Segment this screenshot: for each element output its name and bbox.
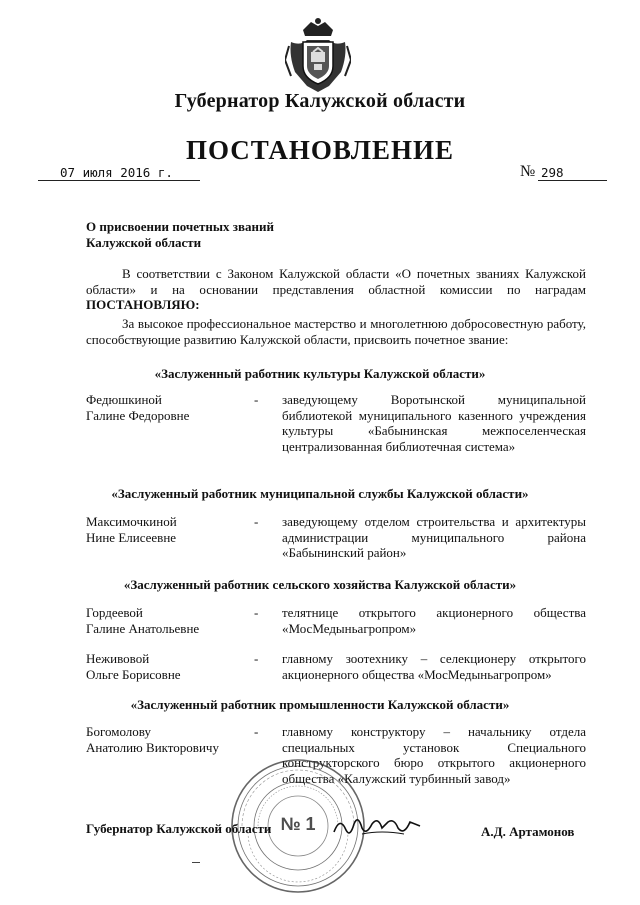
recipient-dash: -	[254, 514, 259, 529]
recipient-position: заведующему Воротынской муниципальной библиотекой муниципального казенного учреждения культуры «Бабынинская межпоселенческая централизованная библиотечная система»	[282, 392, 586, 454]
recipient-dash: -	[254, 724, 259, 739]
recipient-surname: Гордеевой	[86, 605, 143, 620]
recipient-surname: Богомолову	[86, 724, 151, 739]
recipient-given-name: Галине Федоровне	[86, 407, 190, 423]
recipient-given-name: Анатолию Викторовичу	[86, 739, 219, 755]
handwritten-signature-icon	[332, 810, 422, 842]
issuing-authority: Губернатор Калужской области	[174, 90, 466, 112]
signatory-name: А.Д. Артамонов	[481, 824, 575, 839]
recipient-surname: Неживовой	[86, 651, 150, 666]
recipient-given-name: Нине Елисеевне	[86, 529, 177, 545]
award-title: «Заслуженный работник муниципальной службы Калужской области»	[111, 486, 529, 501]
award-title: «Заслуженный работник промышленности Калужской области»	[130, 697, 510, 712]
recipient-name	[86, 392, 259, 423]
grant-paragraph: За высокое профессиональное мастерство и многолетнюю добросовестную работу, способствующие развитию Калужской области, присвоить почетное звание:	[86, 316, 586, 347]
coat-of-arms-icon	[285, 16, 351, 96]
document-date: 07 июля 2016 г.	[38, 165, 200, 181]
recipient-surname: Максимочкиной	[86, 514, 177, 529]
document-subject	[86, 219, 274, 251]
recipient-name	[86, 514, 259, 545]
subject-line-1: О присвоении почетных званий	[86, 219, 275, 234]
recipient-given-name: Ольге Борисовне	[86, 666, 181, 682]
recipient-dash: -	[254, 605, 259, 620]
recipient-dash: -	[254, 651, 259, 666]
recipient-position: заведующему отделом строительства и архитектуры администрации муниципального района «Бабынинский район»	[282, 514, 586, 560]
decree-word: ПОСТАНОВЛЯЮ:	[86, 297, 200, 312]
subject-line-2: Калужской области	[86, 235, 202, 250]
recipient-dash: -	[254, 392, 259, 407]
award-title: «Заслуженный работник сельского хозяйства Калужской области»	[123, 577, 517, 592]
recipient-name	[86, 724, 259, 755]
page-mark	[192, 862, 200, 863]
preamble-paragraph	[86, 266, 586, 313]
document-number: 298	[538, 165, 607, 181]
preamble-text: В соответствии с Законом Калужской области «О почетных званиях Калужской области» и на основании представления областной комиссии по наградам	[86, 266, 586, 297]
recipient-name	[86, 651, 259, 682]
seal-number: № 1	[280, 814, 316, 834]
recipient-surname: Федюшкиной	[86, 392, 162, 407]
award-title: «Заслуженный работник культуры Калужской области»	[154, 366, 486, 381]
recipient-name	[86, 605, 259, 636]
recipient-position: главному конструктору – начальнику отдела специальных установок Специального конструкторского бюро открытого акционерного общества «Калужский турбинный завод»	[282, 724, 586, 786]
number-label: №	[520, 163, 536, 180]
recipient-given-name: Галине Анатольевне	[86, 620, 200, 636]
recipient-position: главному зоотехнику – селекционеру открытого акционерного общества «МосМедыньагропром»	[282, 651, 586, 682]
document-type-title: ПОСТАНОВЛЕНИЕ	[185, 135, 455, 165]
recipient-position: телятнице открытого акционерного общества «МосМедыньагропром»	[282, 605, 586, 636]
signatory-title: Губернатор Калужской области	[86, 821, 272, 836]
